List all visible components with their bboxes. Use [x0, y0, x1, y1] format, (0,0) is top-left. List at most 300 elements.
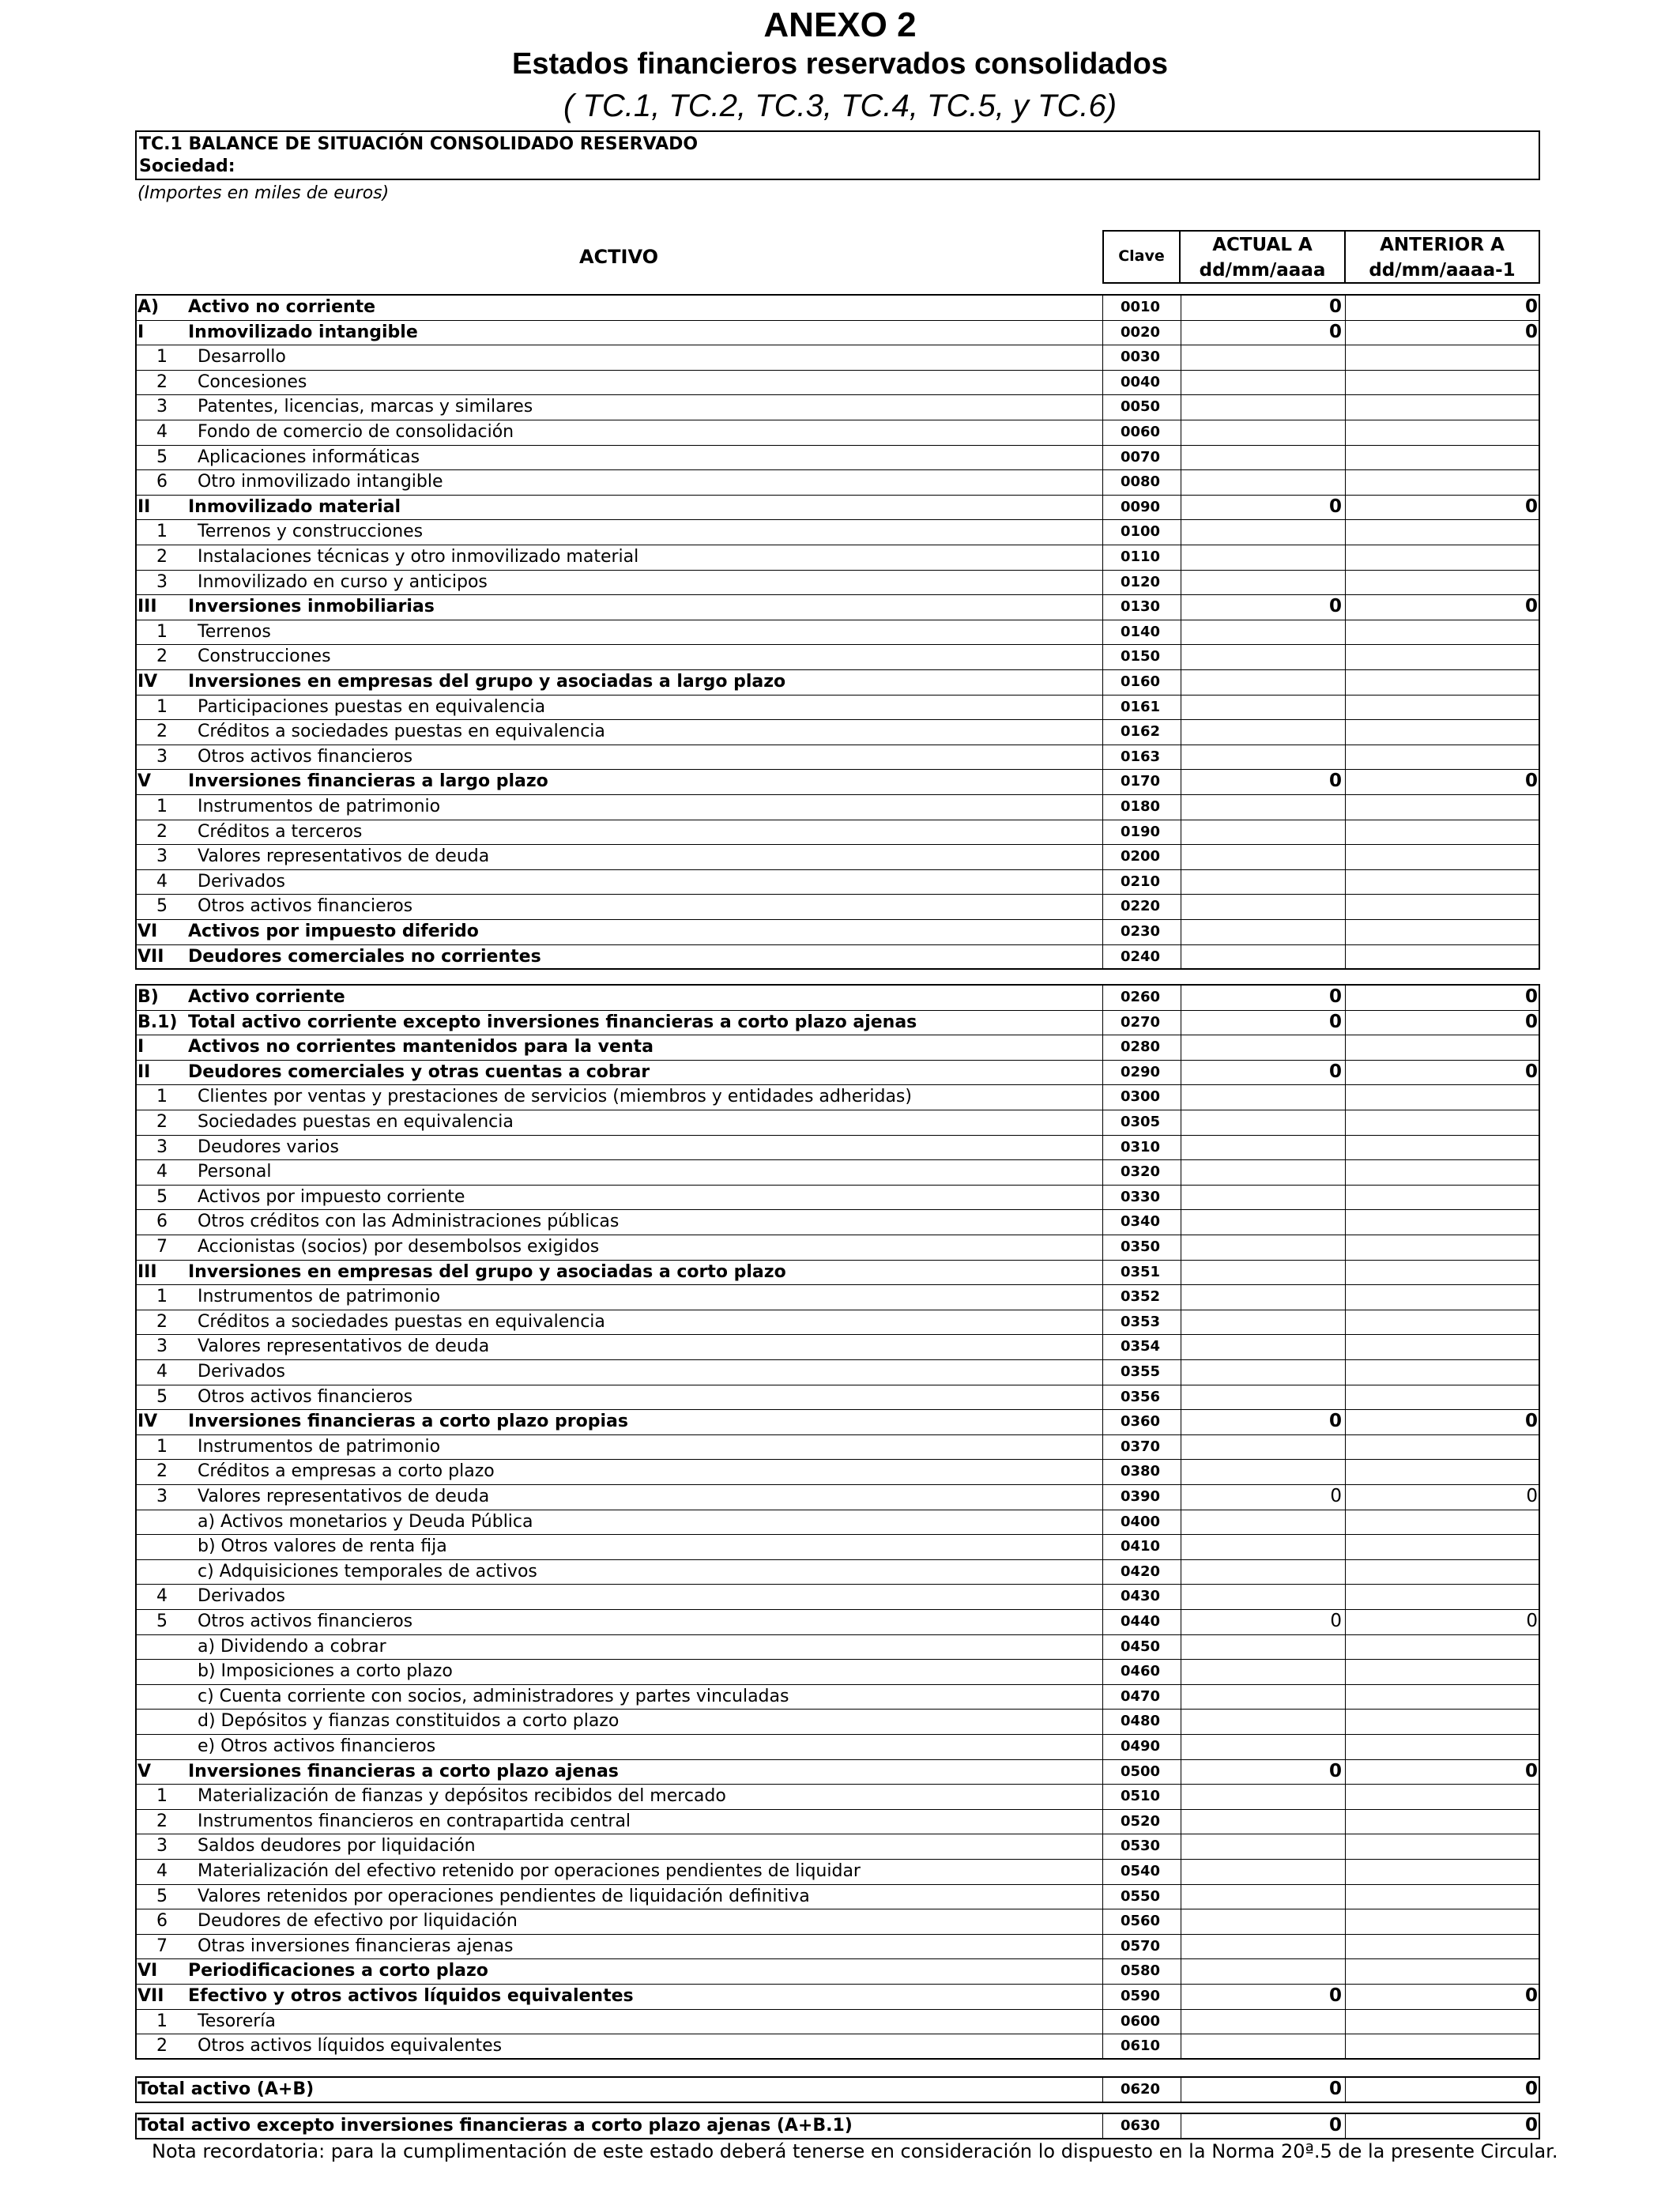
row-code: 0630: [1120, 2117, 1161, 2134]
row-code: 0610: [1120, 2038, 1161, 2055]
row-code: 0500: [1120, 1762, 1161, 1780]
anterior-value: 0: [1524, 1061, 1538, 1082]
row-label: Inmovilizado material: [188, 496, 401, 517]
table-row: [0, 1510, 1680, 1535]
anterior-value: [1345, 1084, 1538, 1110]
actual-value: [1181, 545, 1342, 570]
actual-value: [1181, 1110, 1342, 1135]
actual-value: [1181, 745, 1342, 770]
actual-value: 0: [1328, 1760, 1342, 1781]
row-number: 4: [156, 1586, 168, 1607]
anterior-value: [1345, 2009, 1538, 2034]
table-row: [0, 394, 1680, 420]
actual-value: [1181, 1185, 1342, 1210]
row-label: Inversiones financieras a corto plazo propias: [188, 1412, 628, 1432]
row-code: 0140: [1120, 623, 1161, 640]
actual-value: [1181, 1784, 1342, 1809]
row-code: 0210: [1120, 873, 1161, 890]
row-code: 0410: [1120, 1538, 1161, 1555]
anterior-value: [1345, 1684, 1538, 1710]
table-row: [0, 769, 1680, 794]
anterior-value: [1345, 1359, 1538, 1385]
row-label: e) Otros activos financieros: [198, 1736, 436, 1756]
anterior-value: [1345, 1859, 1538, 1884]
annex-title: ANEXO 2: [763, 6, 917, 44]
row-label: Clientes por ventas y prestaciones de servicios (miembros y entidades adheridas): [198, 1087, 912, 1107]
row-code: 0540: [1120, 1863, 1161, 1879]
row-label: Derivados: [198, 871, 286, 892]
table-row: [0, 594, 1680, 620]
row-number: 4: [156, 422, 168, 442]
row-label: c) Adquisiciones temporales de activos: [198, 1561, 537, 1581]
actual-value: 0: [1328, 596, 1342, 617]
anterior-value: [1345, 919, 1538, 944]
actual-value: [1181, 695, 1342, 720]
actual-value: 0: [1328, 1011, 1342, 1032]
anterior-header-line2: dd/mm/aaaa-1: [1369, 260, 1516, 281]
row-number: 2: [156, 1112, 168, 1132]
row-label: Activo corriente: [188, 987, 345, 1007]
anterior-value: [1345, 669, 1538, 695]
anterior-value: [1345, 519, 1538, 545]
table-row: [0, 1060, 1680, 1085]
row-code: 0180: [1120, 798, 1161, 815]
row-number: B): [137, 987, 159, 1007]
row-label: Construcciones: [198, 647, 331, 667]
anterior-value: [1345, 420, 1538, 445]
row-label: Desarrollo: [198, 347, 286, 368]
table-row: [0, 695, 1680, 720]
anterior-value: [1345, 794, 1538, 820]
units-note: (Importes en miles de euros): [137, 183, 390, 203]
actual-value: [1181, 1934, 1342, 1959]
actual-value: [1181, 1859, 1342, 1884]
actual-value: [1181, 644, 1342, 669]
table-row: [0, 345, 1680, 370]
actual-value: [1181, 1559, 1342, 1585]
row-label: Patentes, licencias, marcas y similares: [198, 397, 533, 417]
row-number: 1: [156, 1786, 168, 1807]
actual-value: [1181, 445, 1342, 470]
row-label: Deudores varios: [198, 1137, 339, 1157]
table-row: [0, 1159, 1680, 1185]
anterior-value: [1345, 1559, 1538, 1585]
actual-value: [1181, 1260, 1342, 1285]
row-code: 0280: [1120, 1039, 1161, 1056]
anterior-value: 0: [1524, 321, 1538, 342]
anterior-value: [1345, 1884, 1538, 1909]
row-number: 5: [156, 1186, 168, 1207]
anterior-value: [1345, 1110, 1538, 1135]
row-code: 0560: [1120, 1913, 1161, 1930]
anterior-value: [1345, 1734, 1538, 1759]
actual-value: 0: [1330, 1486, 1342, 1506]
row-code: 0260: [1120, 989, 1161, 1005]
table-row: [0, 1409, 1680, 1434]
row-number: 5: [156, 896, 168, 917]
row-number: 1: [156, 797, 168, 816]
anterior-value: [1345, 695, 1538, 720]
table-row: [0, 944, 1680, 970]
actual-value: [1181, 944, 1342, 970]
row-label: Créditos a sociedades puestas en equivalencia: [198, 722, 605, 742]
anterior-value: [1345, 1784, 1538, 1809]
table-row: [0, 1659, 1680, 1684]
anterior-value: [1345, 1659, 1538, 1684]
row-number: 5: [156, 1386, 168, 1407]
row-label: Otros activos financieros: [198, 896, 413, 917]
actual-value: 0: [1328, 771, 1342, 792]
row-code: 0060: [1120, 424, 1161, 440]
actual-value: [1181, 1159, 1342, 1185]
table-row: [0, 1359, 1680, 1385]
actual-value: [1181, 1584, 1342, 1609]
row-label: Materialización del efectivo retenido por operaciones pendientes de liquidar: [198, 1861, 861, 1881]
table-row: [0, 545, 1680, 570]
anterior-value: [1345, 1284, 1538, 1310]
anterior-value: 0: [1524, 2079, 1538, 2099]
row-label: Tesorería: [198, 2011, 276, 2031]
table-row: [0, 1984, 1680, 2009]
anterior-value: 0: [1524, 496, 1538, 517]
row-label: Personal: [198, 1162, 272, 1182]
row-code: 0305: [1120, 1114, 1161, 1130]
table-row: [0, 1884, 1680, 1909]
anterior-value: [1345, 820, 1538, 845]
actual-value: [1181, 869, 1342, 895]
table-row: [0, 1035, 1680, 1060]
table-row: [0, 844, 1680, 869]
row-label: Otros activos financieros: [198, 746, 413, 767]
row-number: 4: [156, 1861, 168, 1881]
row-label: Concesiones: [198, 371, 307, 392]
annex-subtitle: Estados financieros reservados consolidados: [512, 47, 1168, 81]
anterior-value: [1345, 620, 1538, 645]
row-number: VI: [137, 922, 158, 941]
anterior-value: [1345, 345, 1538, 370]
row-label: c) Cuenta corriente con socios, administradores y partes vinculadas: [198, 1686, 789, 1706]
table-row: [0, 919, 1680, 944]
row-label: Materialización de fianzas y depósitos recibidos del mercado: [198, 1786, 726, 1807]
row-label: Efectivo y otros activos líquidos equivalentes: [188, 1986, 634, 2006]
row-number: 3: [156, 571, 168, 592]
table-row: [0, 1110, 1680, 1135]
table-row: [0, 1310, 1680, 1335]
row-code: 0190: [1120, 823, 1161, 840]
row-label: Instrumentos financieros en contrapartida central: [198, 1811, 631, 1831]
row-number: V: [137, 771, 152, 792]
actual-value: [1181, 1310, 1342, 1335]
actual-value: [1181, 469, 1342, 495]
actual-value: [1181, 1035, 1342, 1060]
row-number: 2: [156, 1461, 168, 1482]
actual-value: [1181, 2034, 1342, 2059]
row-number: 1: [156, 621, 168, 642]
table-row: [0, 820, 1680, 845]
table-row: [0, 1934, 1680, 1959]
row-code: 0590: [1120, 1988, 1161, 2004]
row-code: 0130: [1120, 598, 1161, 616]
row-number: 5: [156, 1886, 168, 1906]
row-label: Inmovilizado intangible: [188, 322, 418, 342]
anterior-value: [1345, 2034, 1538, 2059]
row-code: 0170: [1120, 773, 1161, 790]
row-label: Derivados: [198, 1362, 286, 1382]
actual-value: [1181, 1809, 1342, 1834]
actual-value: 0: [1328, 496, 1342, 517]
anterior-value: 0: [1524, 1985, 1538, 2006]
anterior-value: [1345, 1534, 1538, 1559]
row-number: 3: [156, 846, 168, 867]
actual-value: [1181, 1385, 1342, 1410]
table-row: [0, 1260, 1680, 1285]
row-label: Créditos a terceros: [198, 821, 363, 842]
anterior-value: [1345, 394, 1538, 420]
actual-value: 0: [1328, 1411, 1342, 1432]
row-label: Deudores comerciales y otras cuentas a cobrar: [188, 1061, 650, 1082]
table-row: [0, 1859, 1680, 1884]
row-label: Terrenos y construcciones: [198, 522, 424, 542]
table-row: [0, 1135, 1680, 1160]
actual-value: [1181, 1235, 1342, 1260]
row-label: Instrumentos de patrimonio: [198, 1436, 441, 1457]
row-code: 0230: [1120, 923, 1161, 940]
row-code: 0351: [1120, 1263, 1161, 1280]
row-number: 3: [156, 1137, 168, 1157]
row-code: 0070: [1120, 448, 1161, 466]
row-label: Otros activos financieros: [198, 1612, 413, 1631]
row-code: 0354: [1120, 1338, 1161, 1355]
row-label: Saldos deudores por liquidación: [198, 1836, 476, 1857]
actual-value: [1181, 919, 1342, 944]
actual-value: 0: [1328, 1985, 1342, 2006]
table-row: [0, 1185, 1680, 1210]
row-code: 0110: [1120, 548, 1161, 565]
row-number: A): [137, 297, 160, 317]
actual-value: [1181, 1434, 1342, 1460]
anterior-value: 0: [1524, 2115, 1538, 2136]
row-code: 0010: [1120, 299, 1161, 315]
row-code: 0352: [1120, 1288, 1161, 1306]
row-label: Créditos a sociedades puestas en equivalencia: [198, 1311, 605, 1332]
row-code: 0390: [1120, 1488, 1161, 1505]
actual-value: [1181, 1359, 1342, 1385]
table-row: [0, 2113, 1680, 2139]
table-row: [0, 1834, 1680, 1859]
anterior-value: 0: [1524, 1760, 1538, 1781]
row-code: 0370: [1120, 1438, 1161, 1455]
anterior-value: 0: [1524, 1011, 1538, 1032]
row-code: 0040: [1120, 373, 1161, 390]
row-label: Activos por impuesto corriente: [198, 1186, 465, 1207]
row-number: 6: [156, 472, 168, 492]
row-label: Instrumentos de patrimonio: [198, 797, 441, 816]
row-code: 0200: [1120, 848, 1161, 865]
row-code: 0570: [1120, 1937, 1161, 1955]
actual-value: [1181, 2009, 1342, 2034]
anterior-value: [1345, 1934, 1538, 1959]
anterior-value: [1345, 1334, 1538, 1359]
row-number: IV: [137, 1412, 158, 1432]
actual-value: [1181, 894, 1342, 919]
table-row: [0, 1385, 1680, 1410]
table-row: [0, 1209, 1680, 1235]
row-number: 7: [156, 1237, 168, 1257]
row-code: 0150: [1120, 648, 1161, 665]
row-number: 2: [156, 722, 168, 742]
actual-value: [1181, 370, 1342, 395]
anterior-value: [1345, 1909, 1538, 1934]
actual-value: 0: [1328, 296, 1342, 317]
table-row: [0, 1909, 1680, 1934]
row-number: 1: [156, 1287, 168, 1307]
anterior-value: 0: [1524, 986, 1538, 1007]
anterior-value: [1345, 1584, 1538, 1609]
row-code: 0300: [1120, 1088, 1161, 1106]
actual-value: 0: [1330, 1611, 1342, 1631]
actual-value: 0: [1328, 1061, 1342, 1082]
anterior-header-line1: ANTERIOR A: [1380, 235, 1505, 255]
table-row: [0, 1809, 1680, 1834]
row-code: 0340: [1120, 1213, 1161, 1231]
actual-value: 0: [1328, 321, 1342, 342]
table-row: [0, 620, 1680, 645]
activo-header: ACTIVO: [578, 246, 659, 268]
reminder-note: Nota recordatoria: para la cumplimentación de este estado deberá tenerse en consideración lo dispuesto en la Norma 20ª.5 de la presente Circular.: [152, 2140, 1558, 2162]
row-code: 0290: [1120, 1063, 1161, 1080]
row-label: Derivados: [198, 1586, 286, 1607]
table-row: [0, 1459, 1680, 1484]
actual-value: [1181, 1709, 1342, 1734]
table-row: [0, 1609, 1680, 1634]
table-row: [0, 1559, 1680, 1585]
actual-header-line1: ACTUAL A: [1212, 235, 1313, 255]
table-row: [0, 1734, 1680, 1759]
anterior-value: 0: [1526, 1611, 1538, 1631]
table-row: [0, 295, 1680, 320]
actual-value: [1181, 1459, 1342, 1484]
row-code: 0353: [1120, 1313, 1161, 1330]
row-label: Activos no corrientes mantenidos para la venta: [188, 1037, 654, 1057]
row-label: Total activo (A+B): [137, 2079, 315, 2099]
row-label: Otro inmovilizado intangible: [198, 472, 443, 492]
table-row: [0, 1709, 1680, 1734]
table-row: [0, 1010, 1680, 1035]
anterior-value: [1345, 1834, 1538, 1859]
row-label: Valores representativos de deuda: [198, 1336, 490, 1357]
row-number: III: [137, 597, 157, 617]
anterior-value: [1345, 545, 1538, 570]
anterior-value: [1345, 1809, 1538, 1834]
row-number: 1: [156, 347, 168, 368]
table-row: [0, 2034, 1680, 2059]
row-code: 0100: [1120, 523, 1161, 541]
table-row: [0, 2009, 1680, 2034]
actual-value: [1181, 1734, 1342, 1759]
anterior-value: [1345, 469, 1538, 495]
anterior-value: [1345, 570, 1538, 595]
row-label: a) Activos monetarios y Deuda Pública: [198, 1511, 533, 1532]
table-row: [0, 1334, 1680, 1359]
anterior-value: [1345, 1958, 1538, 1984]
row-code: 0162: [1120, 723, 1161, 741]
table-row: [0, 745, 1680, 770]
anterior-value: [1345, 370, 1538, 395]
row-label: Inversiones financieras a corto plazo ajenas: [188, 1761, 619, 1781]
table-row: [0, 1684, 1680, 1710]
table-row: [0, 1484, 1680, 1510]
row-number: 3: [156, 397, 168, 417]
table-row: [0, 1958, 1680, 1984]
table-row: [0, 1434, 1680, 1460]
row-label: b) Otros valores de renta fija: [198, 1536, 447, 1557]
row-code: 0080: [1120, 473, 1161, 491]
table-row: [0, 1534, 1680, 1559]
row-label: Otros créditos con las Administraciones públicas: [198, 1212, 620, 1232]
row-code: 0440: [1120, 1613, 1161, 1630]
actual-value: [1181, 1634, 1342, 1660]
actual-value: [1181, 1884, 1342, 1909]
row-code: 0270: [1120, 1013, 1161, 1031]
table-row: [0, 320, 1680, 345]
actual-value: [1181, 1534, 1342, 1559]
table-row: [0, 1634, 1680, 1660]
row-label: Fondo de comercio de consolidación: [198, 422, 514, 442]
row-number: 4: [156, 1162, 168, 1182]
row-code: 0030: [1120, 349, 1161, 366]
actual-value: [1181, 519, 1342, 545]
actual-value: [1181, 1684, 1342, 1710]
row-code: 0330: [1120, 1188, 1161, 1205]
anterior-value: [1345, 1310, 1538, 1335]
actual-value: [1181, 1084, 1342, 1110]
table-row: [0, 420, 1680, 445]
row-label: Deudores comerciales no corrientes: [188, 946, 541, 967]
company-label: Sociedad:: [139, 156, 235, 176]
row-label: Participaciones puestas en equivalencia: [198, 696, 546, 717]
actual-value: [1181, 420, 1342, 445]
anterior-value: [1345, 719, 1538, 745]
table-row: [0, 1235, 1680, 1260]
anterior-value: [1345, 894, 1538, 919]
row-code: 0400: [1120, 1513, 1161, 1530]
row-label: Sociedades puestas en equivalencia: [198, 1112, 514, 1132]
row-code: 0580: [1120, 1962, 1161, 1980]
table-row: [0, 985, 1680, 1010]
anterior-value: [1345, 445, 1538, 470]
actual-value: [1181, 669, 1342, 695]
table-row: [0, 2077, 1680, 2102]
anterior-value: [1345, 1459, 1538, 1484]
row-label: Instalaciones técnicas y otro inmovilizado material: [198, 547, 639, 567]
row-label: a) Dividendo a cobrar: [198, 1636, 386, 1657]
table-row: [0, 570, 1680, 595]
actual-value: [1181, 570, 1342, 595]
actual-value: [1181, 1834, 1342, 1859]
row-code: 0350: [1120, 1238, 1161, 1255]
row-number: VII: [137, 1986, 164, 2006]
row-label: Deudores de efectivo por liquidación: [198, 1911, 518, 1932]
row-code: 0510: [1120, 1788, 1161, 1805]
row-number: IV: [137, 672, 158, 692]
row-label: Otros activos financieros: [198, 1386, 413, 1407]
table-row: [0, 719, 1680, 745]
annex-statement-list: ( TC.1, TC.2, TC.3, TC.4, TC.5, y TC.6): [563, 89, 1117, 123]
table-row: [0, 1759, 1680, 1785]
row-number: 1: [156, 1087, 168, 1107]
row-code: 0530: [1120, 1838, 1161, 1855]
row-number: 4: [156, 871, 168, 892]
